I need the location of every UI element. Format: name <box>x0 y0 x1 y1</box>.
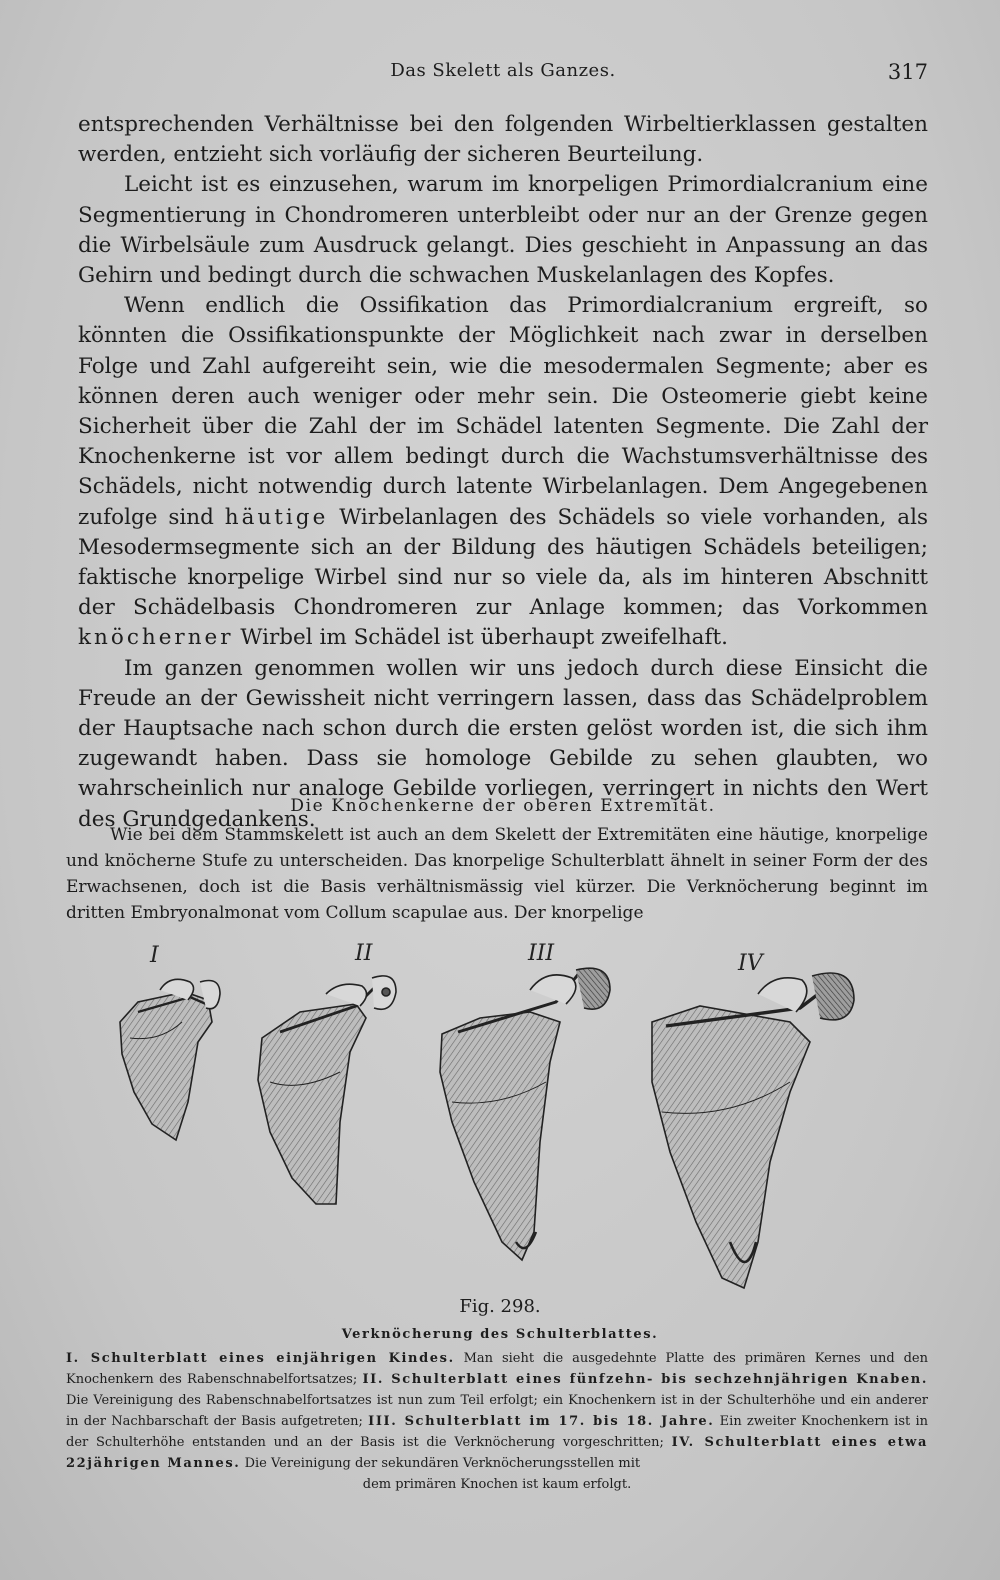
scapula-IV <box>652 973 854 1288</box>
page-header <box>78 60 928 90</box>
figure-label-2: II <box>355 942 373 966</box>
emphasis-haeutige: häutige <box>224 504 329 530</box>
caption-4-text: Die Vereinigung der sekundären Verknöcherungsstellen mit <box>244 1456 641 1471</box>
figure-title: Verknöcherung des Schulterblattes. <box>341 1327 659 1342</box>
paragraph-3-part-b: Wirbelanlagen des Schädels so viele vorhanden, als Mesodermsegmente sich an der Bildung des häutigen Schädels beteiligen; faktische knorpelige Wirbel sind nur so viele da, als im hinteren Abschnitt der Schädelbasis Chondromeren zur Anlage kommen; das Vorkommen <box>78 504 928 621</box>
scapula-illustration <box>90 942 910 1302</box>
scapula-III <box>440 968 610 1260</box>
section-text <box>66 822 928 926</box>
paragraph-3-part-a: Wenn endlich die Ossifikation das Primordialcranium ergreift, so könnten die Ossifikationspunkte der Möglichkeit nach zwar in derselben Folge und Zahl aufgereiht sein, wie die mesodermalen Segmente; aber es können deren auch weniger oder mehr sein. Die Osteomerie giebt keine Sicherheit über die Zahl der im Schädel latenten Segmente. Die Zahl der Knochenkerne ist vor allem bedingt durch die Wachstumsverhältnisse des Schädels, nicht notwendig durch latente Wirbelanlagen. Dem Angegebenen zufolge sind <box>78 293 928 530</box>
paragraph-3 <box>78 291 928 653</box>
caption-4-head: IV. Schulterblatt eines etwa 22jährigen Mannes. <box>66 1435 928 1471</box>
figure-caption <box>66 1348 928 1495</box>
paragraph-4: Im ganzen genommen wollen wir uns jedoch durch diese Einsicht die Freude an der Gewissheit nicht verringern lassen, dass das Schädelproblem der Hauptsache nach schon durch die ersten gelöst worden ist, die sich ihm zugewandt haben. Dass sie homologe Gebilde zu sehen glaubten, wo wahrscheinlich nur analoge Gebilde vorliegen, verringert in nichts den Wert des Grundgedankens. <box>78 655 928 832</box>
paragraph-3-part-c: Wirbel im Schädel ist überhaupt zweifelhaft. <box>240 625 728 651</box>
page-number: 317 <box>887 60 928 84</box>
scapula-II <box>258 976 396 1204</box>
figure-scapulae <box>90 942 910 1302</box>
section-title: Die Knochenkerne der oberen Extremität. <box>290 796 716 816</box>
body-text <box>78 110 928 835</box>
section-paragraph: Wie bei dem Stammskelett ist auch an dem Skelett der Extremitäten eine häutige, knorpelige und knöcherne Stufe zu unterscheiden. Das knorpelige Schulterblatt ähnelt in seiner Form der des Erwachsenen, doch ist die Basis verhältnismässig viel kürzer. Die Verknöcherung beginnt im dritten Embryonalmonat vom Collum scapulae aus. Der knorpelige <box>66 825 928 923</box>
figure-label-1: I <box>150 943 159 968</box>
paragraph-2: Leicht ist es einzusehen, warum im knorpeligen Primordialcranium eine Segmentierung in Chondromeren unterbleibt oder nur an der Grenze gegen die Wirbelsäule zum Ausdruck gelangt. Dies geschieht in Anpassung an das Gehirn und bedingt durch die schwachen Muskelanlagen des Kopfes. <box>78 172 928 289</box>
caption-last-line: dem primären Knochen ist kaum erfolgt. <box>362 1477 632 1492</box>
caption-2-head: II. Schulterblatt eines fünfzehn- bis sechzehnjährigen Knaben. <box>362 1372 928 1387</box>
caption-1-head: I. Schulterblatt eines einjährigen Kindes. <box>66 1351 455 1366</box>
figure-label-4: IV <box>738 951 763 976</box>
emphasis-knoecherner: knöcherner <box>78 625 234 651</box>
caption-3-head: III. Schulterblatt im 17. bis 18. Jahre. <box>368 1414 715 1429</box>
caption-3-text: Ein zweiter Knochenkern ist in der Schulterhöhe entstanden und an der Basis ist die Verknöcherung vorgeschritten; <box>66 1414 928 1450</box>
running-title: Das Skelett als Ganzes. <box>390 60 616 81</box>
scapula-I <box>120 979 220 1140</box>
caption-body <box>66 1348 928 1474</box>
figure-label-3: III <box>528 942 555 966</box>
caption-2-text: Die Vereinigung des Rabenschnabelfortsatzes ist nun zum Teil erfolgt; ein Knochenkern ist in der Schulterhöhe und ein anderer in der Nachbarschaft der Basis aufgetreten; <box>66 1393 928 1429</box>
figure-number: Fig. 298. <box>459 1296 541 1317</box>
caption-1-text: Man sieht die ausgedehnte Platte des primären Kernes und den Knochenkern des Rabenschnabelfortsatzes; <box>66 1351 928 1387</box>
paragraph-1: entsprechenden Verhältnisse bei den folgenden Wirbeltierklassen gestalten werden, entzieht sich vorläufig der sicheren Beurteilung. <box>78 112 928 168</box>
